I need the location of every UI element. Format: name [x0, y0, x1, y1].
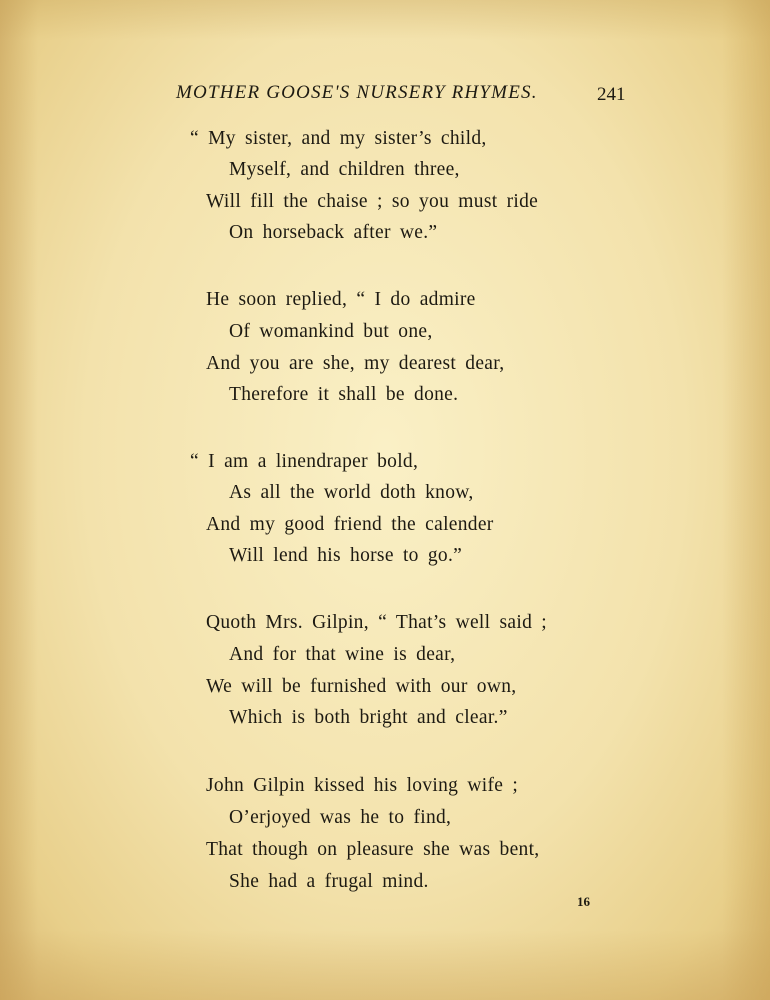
poem-line: Will lend his horse to go.” [229, 545, 463, 566]
poem-line: On horseback after we.” [229, 222, 438, 243]
poem-line: John Gilpin kissed his loving wife ; [206, 775, 519, 796]
poem-line: Quoth Mrs. Gilpin, “ That’s well said ; [206, 612, 548, 633]
poem-line: And for that wine is dear, [229, 644, 456, 665]
poem-line: As all the world doth know, [229, 482, 474, 503]
poem-line: O’erjoyed was he to find, [229, 807, 452, 828]
poem-line: That though on pleasure she was bent, [206, 839, 540, 860]
printer-signature-mark: 16 [577, 894, 590, 909]
poem-line: Of womankind but one, [229, 321, 433, 342]
page-number: 241 [597, 84, 626, 105]
poem-line: Which is both bright and clear.” [229, 707, 508, 728]
poem-line: He soon replied, “ I do admire [206, 289, 476, 310]
poem-line: Therefore it shall be done. [229, 384, 459, 405]
poem-line: Will fill the chaise ; so you must ride [206, 191, 539, 212]
running-header-title: MOTHER GOOSE'S NURSERY RHYMES. [176, 82, 538, 103]
poem-line: We will be furnished with our own, [206, 676, 517, 697]
poem-line: She had a frugal mind. [229, 871, 429, 892]
poem-line: And you are she, my dearest dear, [206, 353, 505, 374]
poem-line: “ My sister, and my sister’s child, [190, 128, 487, 149]
poem-line: “ I am a linendraper bold, [190, 451, 419, 472]
poem-line: Myself, and children three, [229, 159, 460, 180]
poem-line: And my good friend the calender [206, 514, 494, 535]
